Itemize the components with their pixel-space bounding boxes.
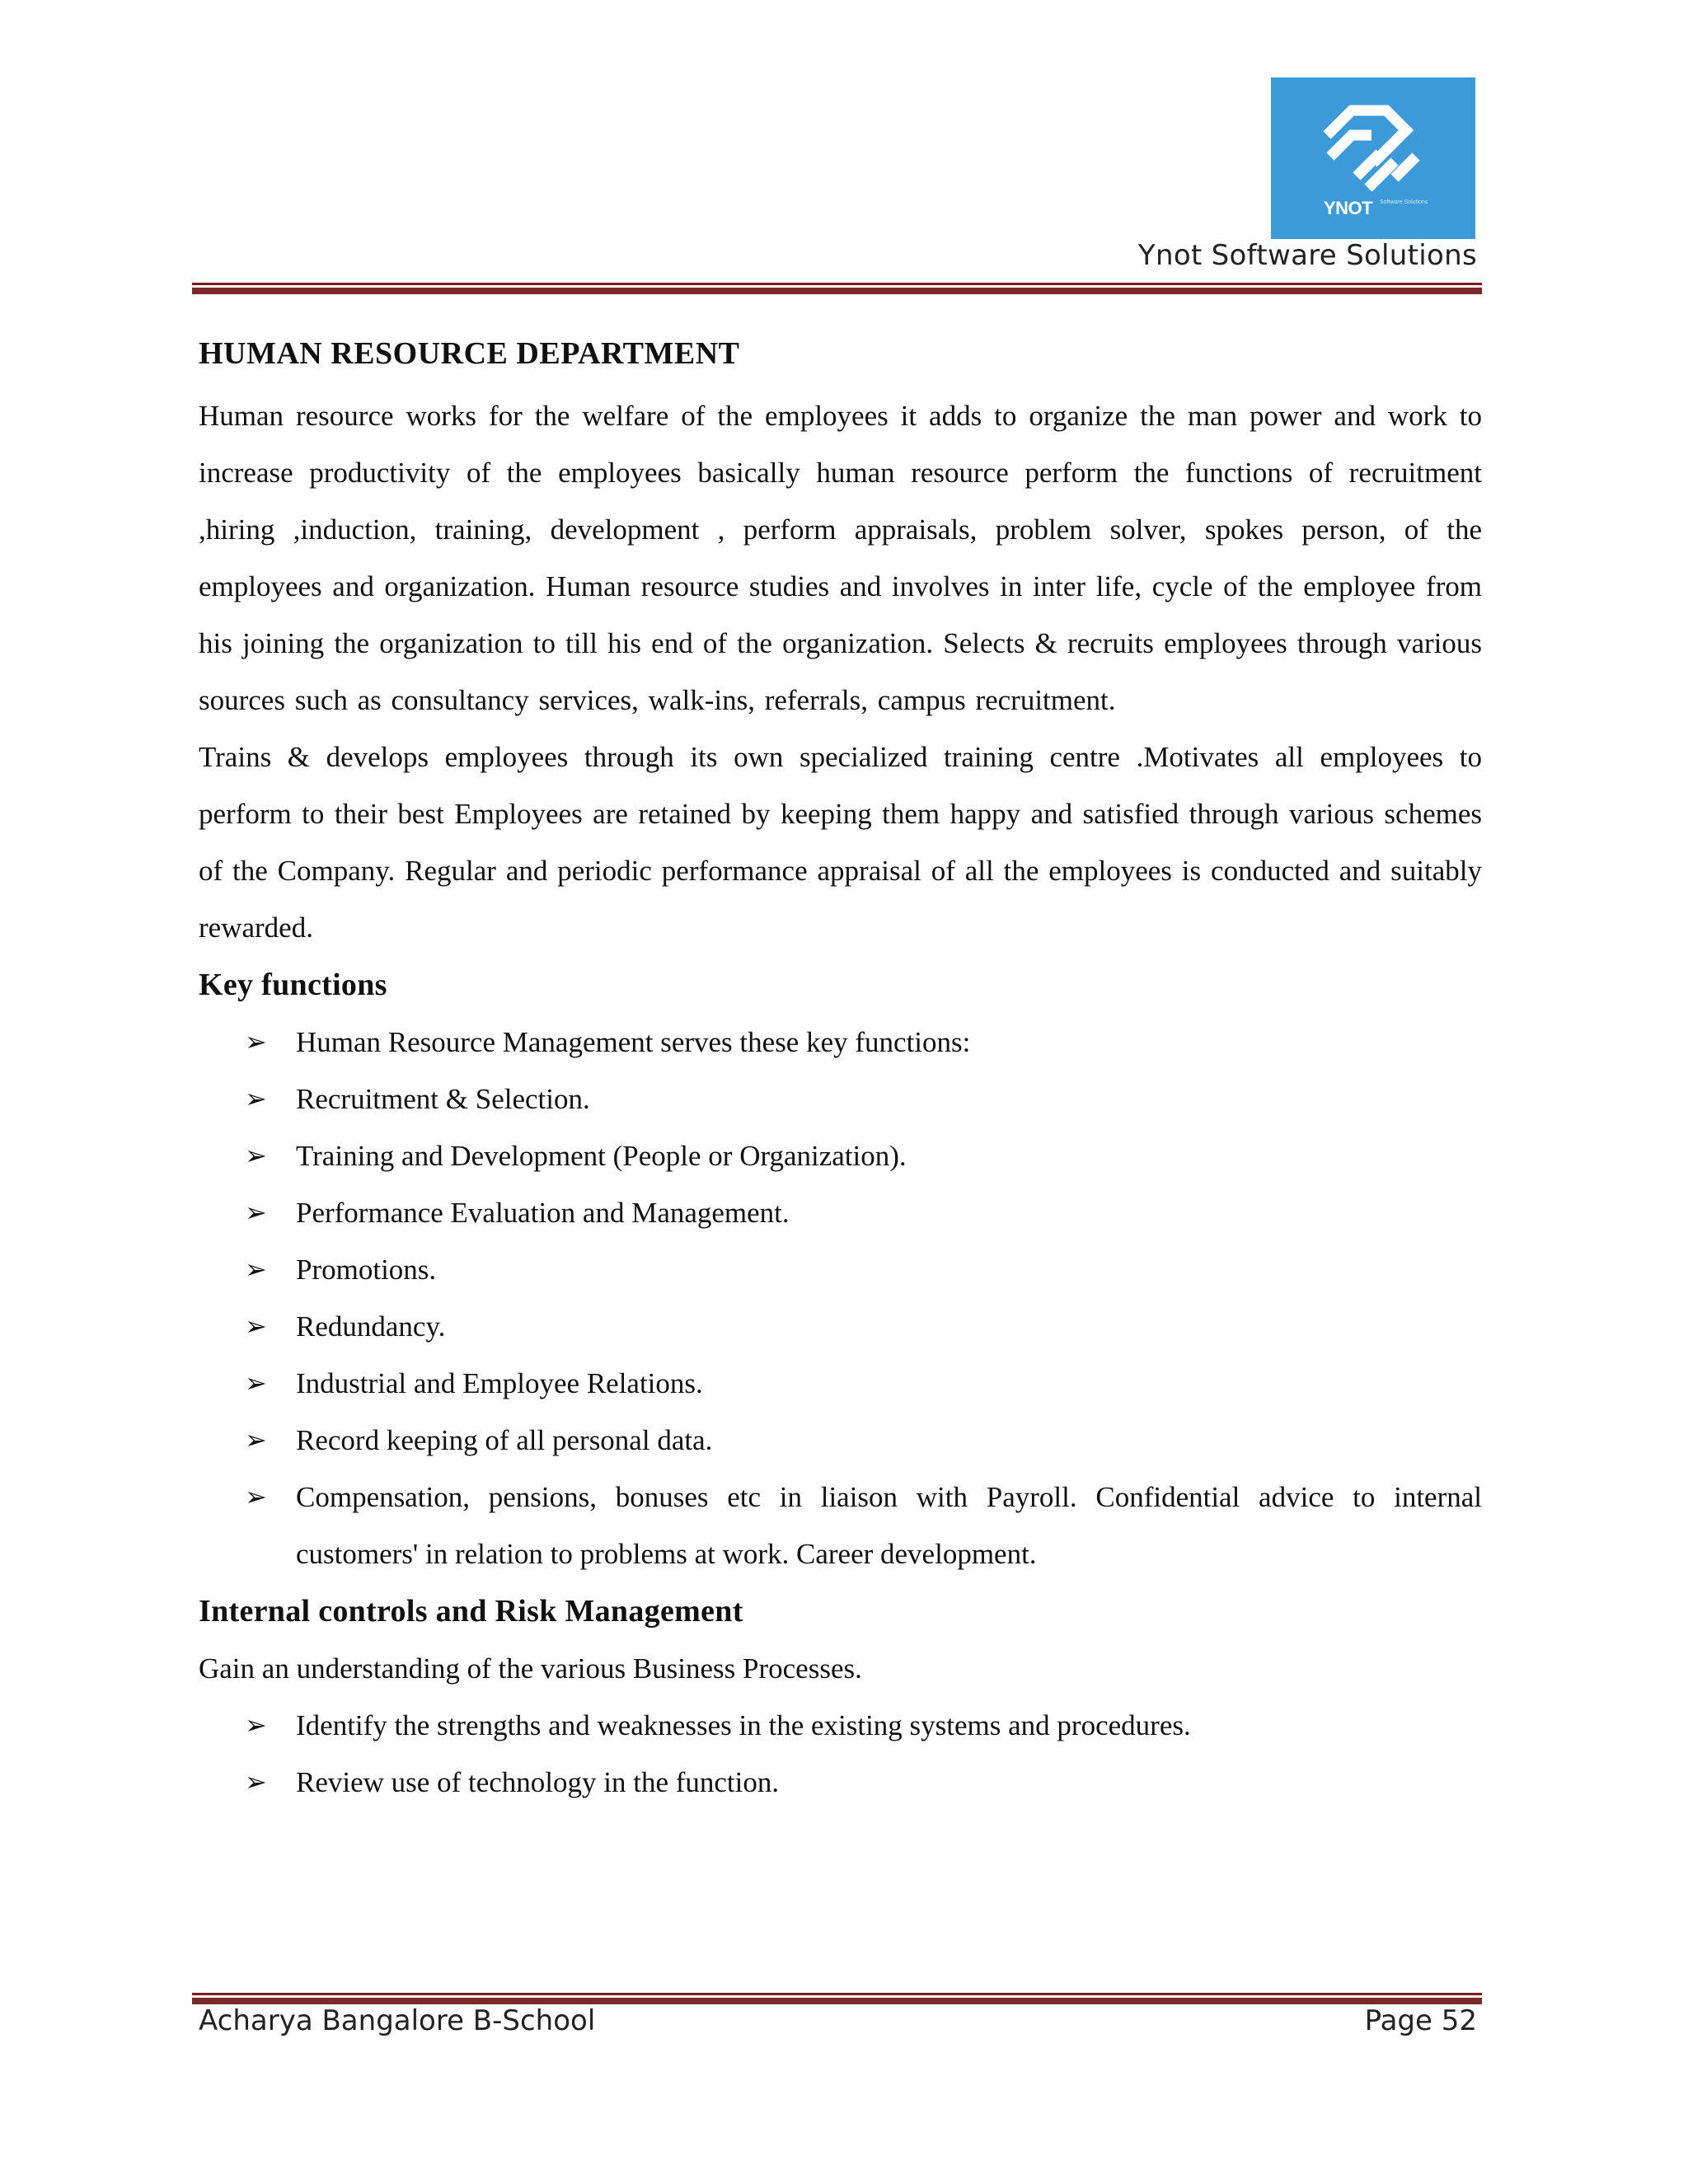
list-item: ➢ Record keeping of all personal data. (296, 1412, 1482, 1469)
list-item: ➢ Compensation, pensions, bonuses etc in liaison with Payroll. Confidential advice to internal customers' in relation to problems at work. Career development. (296, 1469, 1482, 1582)
logo-wordmark: YNOT (1324, 198, 1373, 218)
arrowhead-bullet-icon: ➢ (245, 1026, 267, 1057)
intro-paragraph-2: Trains & develops employees through its own specialized training centre .Motivates all employees to perform to their best Employees are retained by keeping them happy and satisfied through various schemes of the Company. Regular and periodic performance appraisal of all the employees is conducted and suitably rewarded. (199, 741, 1482, 944)
arrowhead-bullet-icon: ➢ (245, 1083, 267, 1114)
list-item: ➢ Industrial and Employee Relations. (296, 1355, 1482, 1412)
page-number: Page 52 (1364, 2004, 1477, 2037)
list-item: ➢ Redundancy. (296, 1298, 1482, 1355)
key-functions-heading: Key functions (199, 968, 387, 1002)
list-item: ➢ Identify the strengths and weaknesses in the existing systems and procedures. (296, 1697, 1482, 1754)
list-item: ➢ Promotions. (296, 1241, 1482, 1298)
arrowhead-bullet-icon: ➢ (245, 1197, 267, 1228)
footer-rule (192, 1993, 1482, 2004)
section-title: HUMAN RESOURCE DEPARTMENT (199, 336, 740, 371)
arrowhead-bullet-icon: ➢ (245, 1481, 267, 1512)
list-item: ➢ Human Resource Management serves these key functions: (296, 1014, 1482, 1071)
footer-school-name: Acharya Bangalore B-School (199, 2004, 596, 2037)
arrowhead-bullet-icon: ➢ (245, 1766, 267, 1797)
arrowhead-bullet-icon: ➢ (245, 1140, 267, 1171)
arrowhead-bullet-icon: ➢ (245, 1254, 267, 1285)
intro-paragraph-1: Human resource works for the welfare of the employees it adds to organize the man power and work to increase productivity of the employees basically human resource perform the functions of recruitment ,hiring ,induction, training, development , perform appraisals, problem solver, spokes person, of the employees and organization. Human resource studies and involves in inter life, cycle of the employee from his joining the organization to till his end of the organization. Selects & recruits employees through various sources such as consultancy services, walk-ins, referrals, campus recruitment. (199, 400, 1482, 716)
header-company-name: Ynot Software Solutions (1137, 239, 1477, 272)
header-rule (192, 283, 1482, 294)
arrowhead-bullet-icon: ➢ (245, 1367, 267, 1399)
internal-controls-heading: Internal controls and Risk Management (199, 1594, 743, 1629)
arrowhead-bullet-icon: ➢ (245, 1424, 267, 1455)
page-content (199, 320, 1482, 1811)
company-logo (1271, 77, 1475, 239)
internal-controls-intro: Gain an understanding of the various Business Processes. (199, 1652, 862, 1685)
list-item: ➢ Performance Evaluation and Management. (296, 1184, 1482, 1241)
logo-tagline: Software Solutions (1380, 199, 1428, 205)
arrowhead-bullet-icon: ➢ (245, 1310, 267, 1342)
internal-controls-list (199, 1697, 1482, 1811)
list-item: ➢ Review use of technology in the function. (296, 1754, 1482, 1811)
list-item: ➢ Training and Development (People or Organization). (296, 1127, 1482, 1184)
list-item: ➢ Recruitment & Selection. (296, 1071, 1482, 1127)
arrowhead-bullet-icon: ➢ (245, 1709, 267, 1741)
ynot-logo-icon (1271, 77, 1475, 239)
key-functions-list (199, 1014, 1482, 1582)
